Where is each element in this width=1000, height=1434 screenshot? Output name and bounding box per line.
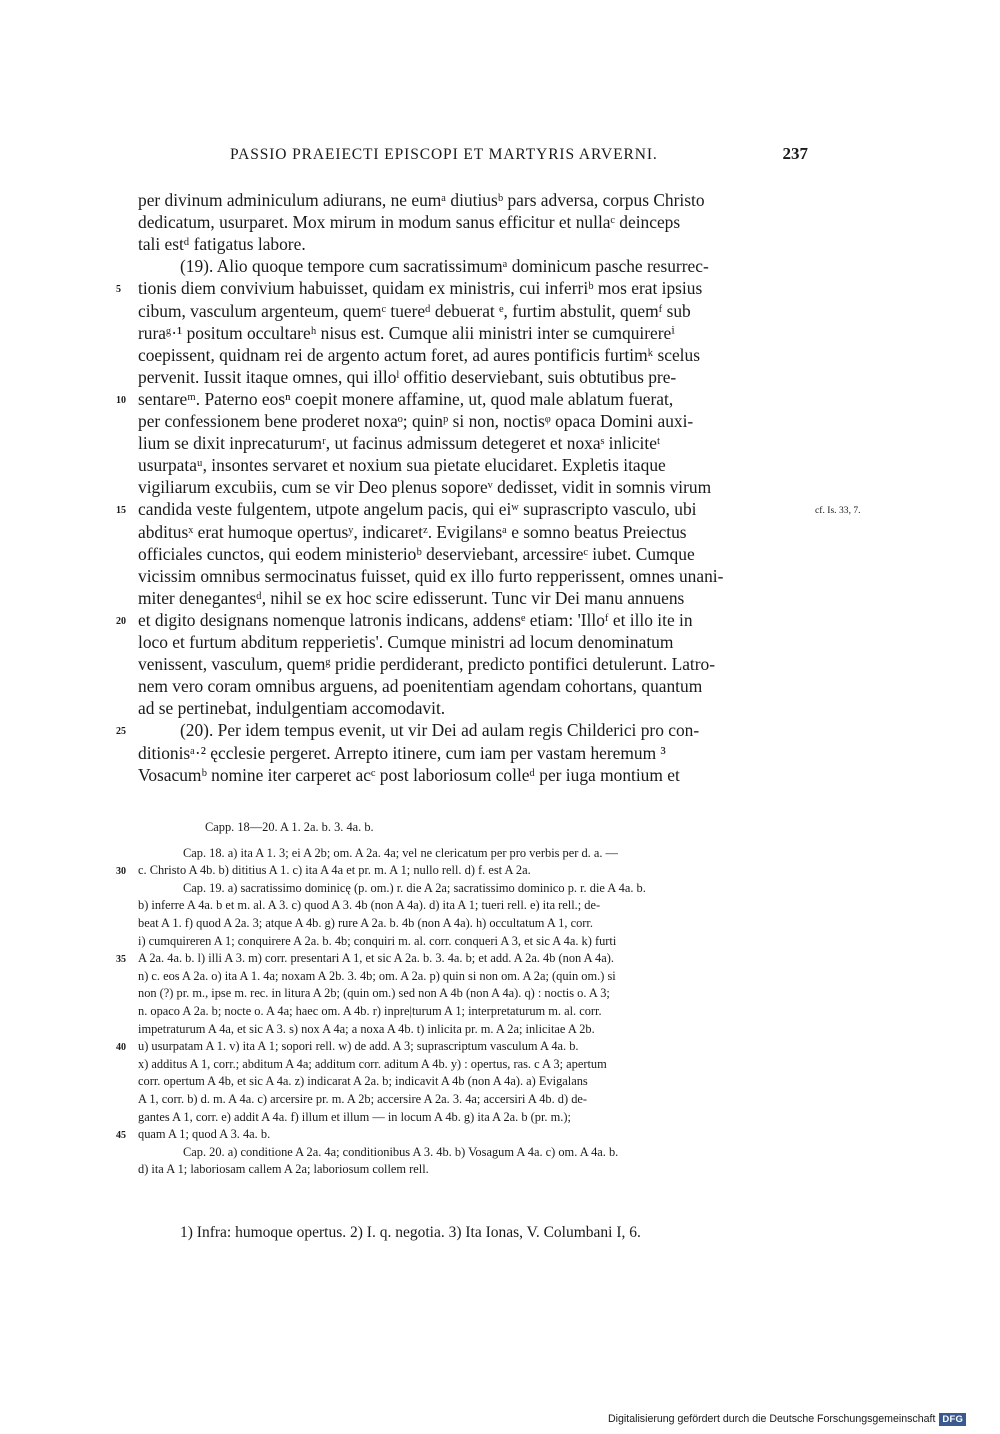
running-head: [138, 146, 808, 170]
apparatus-line: A 1, corr. b) d. m. A 4a. c) arcersire pr. m. A 2b; accersire A 2a. 3. 4a; accersiri A 4b. d) de-: [138, 1092, 588, 1106]
apparatus-line: Cap. 20. a) conditione A 2a. 4a; conditionibus A 3. 4b. b) Vosagum A 4a. c) om. A 4a. b.: [183, 1144, 619, 1159]
apparatus-line: Cap. 18. a) ita A 1. 3; ei A 2b; om. A 2a. 4a; vel ne clericatum per pro verbis per d. a. —: [183, 845, 618, 860]
apparatus-line: corr. opertum A 4b, et sic A 4a. z) indicarat A 2a. b; indicavit A 4b (non A 4a). a) Evigalans: [138, 1074, 588, 1089]
apparatus-line: c. Christo A 4b. b) dititius A 1. c) ita A 4a et pr. m. A 1; nullo rell. d) f. est A 2a.: [138, 863, 531, 878]
text-line: et digito designans nomenque latronis indicans, addensᵉ etiam: 'Illoᶠ et illo ite in: [138, 609, 693, 630]
line-number: 35: [116, 954, 126, 966]
text-line: vigiliarum excubiis, cum se vir Deo plenus soporeᵛ dedisset, vidit in somnis virum: [138, 477, 712, 498]
text-line: dedicatum, usurparet. Mox mirum in modum sanus efficitur et nullaᶜ deinceps: [138, 212, 681, 233]
apparatus-line: Capp. 18—20. A 1. 2a. b. 3. 4a. b.: [205, 820, 374, 834]
apparatus-line: n) c. eos A 2a. o) ita A 1. 4a; noxam A 2b. 3. 4b; om. A 2a. p) quin si non om. A 2a; (quin om.) si: [138, 968, 616, 983]
line-number: 40: [116, 1042, 126, 1054]
running-title: PASSIO PRAEIECTI EPISCOPI ET MARTYRIS ARVERNI.: [230, 146, 658, 163]
apparatus-line: i) cumquireren A 1; conquirere A 2a. b. 4b; conquiri m. al. corr. conqueri A 3, et sic A 4a. k) furti: [138, 933, 617, 948]
footnotes: 1) Infra: humoque opertus. 2) I. q. negotia. 3) Ita Ionas, V. Columbani I, 6.: [180, 1224, 641, 1241]
page-number: 237: [782, 144, 808, 163]
apparatus-line: impetraturum A 4a, et sic A 3. s) nox A 4a; a noxa A 4b. t) inlicita pr. m. A 2a; inlicitae A 2b.: [138, 1021, 595, 1036]
line-number: 20: [116, 615, 126, 627]
text-line: (19). Alio quoque tempore cum sacratissimumᵃ dominicum pasche resurrec-: [180, 256, 709, 277]
apparatus-line: d) ita A 1; laboriosam callem A 2a; laboriosum collem rell.: [138, 1162, 429, 1177]
text-line: cibum, vasculum argenteum, quemᶜ tuereᵈ debuerat ᵉ, furtim abstulit, quemᶠ sub: [138, 300, 691, 321]
line-number: 25: [116, 726, 126, 738]
apparatus-line: n. opaco A 2a. b; nocte o. A 4a; haec om. A 4b. r) inpre|turum A 1; interpretaturum m. al. corr.: [138, 1004, 602, 1018]
apparatus-line: x) additus A 1, corr.; abditum A 4a; additum corr. aditum A 4b. y) : opertus, ras. c A 3; apertum: [138, 1056, 607, 1071]
text-line: ditionisᵃ·² ęcclesie pergeret. Arrepto itinere, cum iam per vastam heremum ³: [138, 742, 666, 763]
text-line: miter denegantesᵈ, nihil se ex hoc scire edisserunt. Tunc vir Dei manu annuens: [138, 587, 685, 608]
text-line: per confessionem bene proderet noxaᵒ; quinᵖ si non, noctisᵠ opaca Domini auxi-: [138, 411, 694, 431]
apparatus-line: Cap. 19. a) sacratissimo dominicę (p. om.) r. die A 2a; sacratissimo dominico p. r. die A 4a. b.: [183, 880, 646, 895]
apparatus-line: b) inferre A 4a. b et m. al. A 3. c) quod A 3. 4b (non A 4a). d) ita A 1; tueri rell. e) ita rell.; de-: [138, 898, 601, 913]
line-number: 10: [116, 394, 126, 406]
text-line: pervenit. Iussit itaque omnes, qui illoˡ offitio deserviebant, suis obtutibus pre-: [138, 366, 677, 387]
apparatus-line: u) usurpatam A 1. v) ita A 1; sopori rell. w) de add. A 3; suprascriptum vasculum A 4a. b.: [138, 1039, 579, 1054]
text-line: candida veste fulgentem, utpote angelum pacis, qui eiʷ suprascripto vasculo, ubi: [138, 499, 697, 520]
line-number: 45: [116, 1130, 126, 1142]
apparatus-line: gantes A 1, corr. e) addit A 4a. f) illum et illum — in locum A 4b. g) ita A 2a. b (pr. m.);: [138, 1109, 571, 1124]
apparatus-line: quam A 1; quod A 3. 4a. b.: [138, 1127, 271, 1142]
text-line: loco et furtum abditum repperietis'. Cumque ministri ad locum denominatum: [138, 632, 674, 652]
line-number: 15: [116, 505, 126, 517]
text-line: Vosacumᵇ nomine iter carperet acᶜ post laboriosum colleᵈ per iuga montium et: [138, 764, 680, 785]
line-number: 30: [116, 866, 126, 878]
text-line: coepissent, quidnam rei de argento actum foret, ad aures pontificis furtimᵏ scelus: [138, 344, 700, 365]
text-line: ad se pertinebat, indulgentiam accomodavit.: [138, 698, 446, 719]
line-number: 5: [116, 284, 121, 296]
text-line: nem vero coram omnibus arguens, ad poenitentiam agendam cohortans, quantum: [138, 676, 703, 697]
text-line: sentareᵐ. Paterno eosⁿ coepit monere affamine, ut, quod male ablatum fuerat,: [138, 388, 674, 409]
text-line: tionis diem convivium habuisset, quidam ex ministris, cui inferriᵇ mos erat ipsius: [138, 278, 703, 299]
text-line: lium se dixit inprecaturumʳ, ut facinus admissum detegeret et noxaˢ inliciteᵗ: [138, 433, 661, 454]
text-line: (20). Per idem tempus evenit, ut vir Dei ad aulam regis Childerici pro con-: [180, 720, 700, 741]
digitization-credit: [608, 1411, 966, 1427]
text-line: usurpataᵘ, insontes servaret et noxium sua pietate elucidaret. Expletis itaque: [138, 455, 666, 476]
marginal-reference: cf. Is. 33, 7.: [815, 505, 861, 517]
text-line: per divinum adminiculum adiurans, ne eumᵃ diutiusᵇ pars adversa, corpus Christo: [138, 190, 705, 210]
dfg-logo: DFG: [939, 1413, 966, 1426]
apparatus-line: non (?) pr. m., ipse m. rec. in litura A 2b; (quin om.) sed non A 4b (non A 4a). q) : noctis o. A 3;: [138, 986, 610, 1001]
text-line: officiales cunctos, qui eodem ministerioᵇ deserviebant, arcessireᶜ iubet. Cumque: [138, 543, 695, 564]
apparatus-line: beat A 1. f) quod A 2a. 3; atque A 4b. g) rure A 2a. b. 4b (non A 4a). h) occultatum A 1, corr.: [138, 916, 593, 930]
apparatus-line: A 2a. 4a. b. l) illi A 3. m) corr. presentari A 1, et sic A 2a. b. 3. 4a. b; et add. A 2a. 4b (non A 4a).: [138, 951, 614, 966]
text-line: abditusˣ erat humoque opertusʸ, indicaretᶻ. Evigilansᵃ e somno beatus Preiectus: [138, 521, 687, 542]
text-line: tali estᵈ fatigatus labore.: [138, 234, 306, 255]
text-line: ruraᵍ·¹ positum occultareʰ nisus est. Cumque alii ministri inter se cumquirereⁱ: [138, 322, 675, 343]
credit-text: Digitalisierung gefördert durch die Deutsche Forschungsgemeinschaft: [608, 1413, 936, 1425]
text-line: vicissim omnibus sermocinatus fuisset, quid ex illo furto repperissent, omnes unani-: [138, 565, 724, 586]
text-line: venissent, vasculum, quemᵍ pridie perdiderant, predicto pontifici detulerunt. Latro-: [138, 654, 716, 675]
